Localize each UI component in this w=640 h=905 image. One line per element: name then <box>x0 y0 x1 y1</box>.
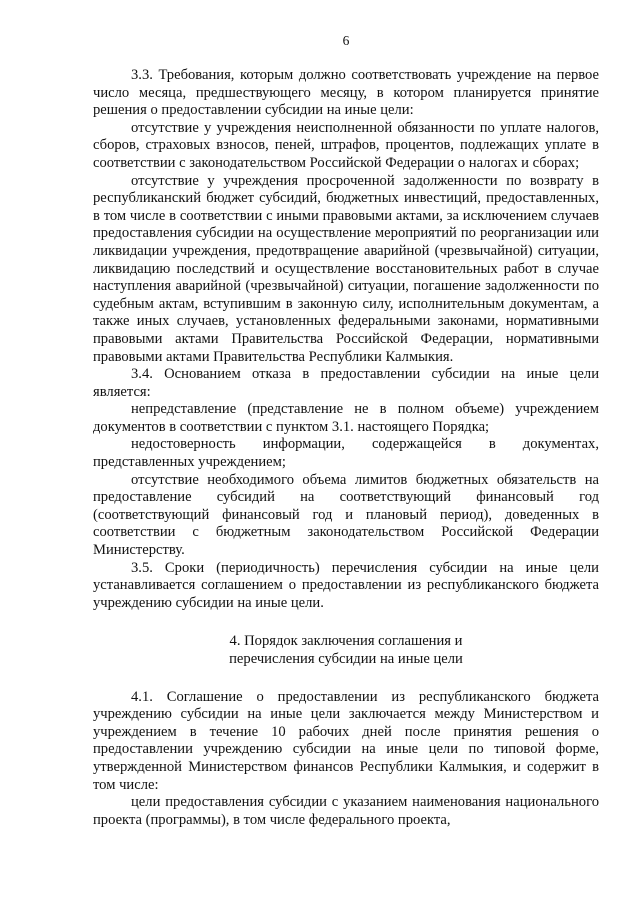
page-number: 6 <box>342 33 350 48</box>
section-heading <box>93 633 599 668</box>
paragraph-3-4-no-budget-limits: отсутствие необходимого объема лимитов бюджетных обязательств на предоставление субсидий на соответствующий финансовый год (соответствующий финансовый год и плановый период), доведенных в соответствии с бюджетным законодательством Российской Федерации Министерству. <box>93 471 599 559</box>
paragraph-3-3-tax-arrears: отсутствие у учреждения неисполненной обязанности по уплате налогов, сборов, страховых взносов, пеней, штрафов, процентов, подлежащих уплате в соответствии с законодательством Российской Федерации о налогах и сборах; <box>93 119 599 171</box>
paragraph-3-3-overdue-debt: отсутствие у учреждения просроченной задолженности по возврату в республиканский бюджет субсидий, бюджетных инвестиций, предоставленных, в том числе в соответствии с иными правовыми актами, за исключением случаев предоставления субсидии на осуществление мероприятий по реорганизации или ликвидации учреждения, предотвращение аварийной (чрезвычайной) ситуации, ликвидацию последствий и осуществление восстановительных работ в случае наступления аварийной (чрезвычайной) ситуации, погашение задолженности по судебным актам, вступившим в законную силу, исполнительным документам, а также иных случаев, установленных федеральными законами, нормативными правовыми актами Правительства Российской Федерации, нормативными правовыми актами Правительства Республики Калмыкия. <box>93 172 599 365</box>
paragraph-3-4-unreliable-information: недостоверность информации, содержащейся в документах, представленных учреждением; <box>93 436 599 471</box>
paragraph-3-3: 3.3. Требования, которым должно соответствовать учреждение на первое число месяца, предшествующего месяцу, в котором планируется принятие решения о предоставлении субсидии на иные цели: <box>93 67 599 119</box>
paragraph-3-5: 3.5. Сроки (периодичность) перечисления субсидии на иные цели устанавливается соглашением о предоставлении из республиканского бюджета учреждению субсидии на иные цели. <box>93 559 599 611</box>
section-heading-line-2: перечисления субсидии на иные цели <box>229 651 463 667</box>
paragraph-4-1: 4.1. Соглашение о предоставлении из республиканского бюджета учреждению субсидии на иные цели заключается между Министерством и учреждением в течение 10 рабочих дней после принятия решения о предоставлении учреждению субсидии на иные цели по типовой форме, утвержденной Министерством финансов Республики Калмыкия, и содержит в том числе: <box>93 688 599 793</box>
document-page <box>93 33 599 829</box>
paragraph-3-4: 3.4. Основанием отказа в предоставлении субсидии на иные цели является: <box>93 366 599 400</box>
paragraph-4-1-goals: цели предоставления субсидии с указанием наименования национального проекта (программы), в том числе федерального проекта, <box>93 794 599 828</box>
paragraph-3-4-incomplete-documents: непредставление (представление не в полном объеме) учреждением документов в соответствии с пунктом 3.1. настоящего Порядка; <box>93 401 599 435</box>
section-heading-line-1: 4. Порядок заключения соглашения и <box>229 633 463 650</box>
